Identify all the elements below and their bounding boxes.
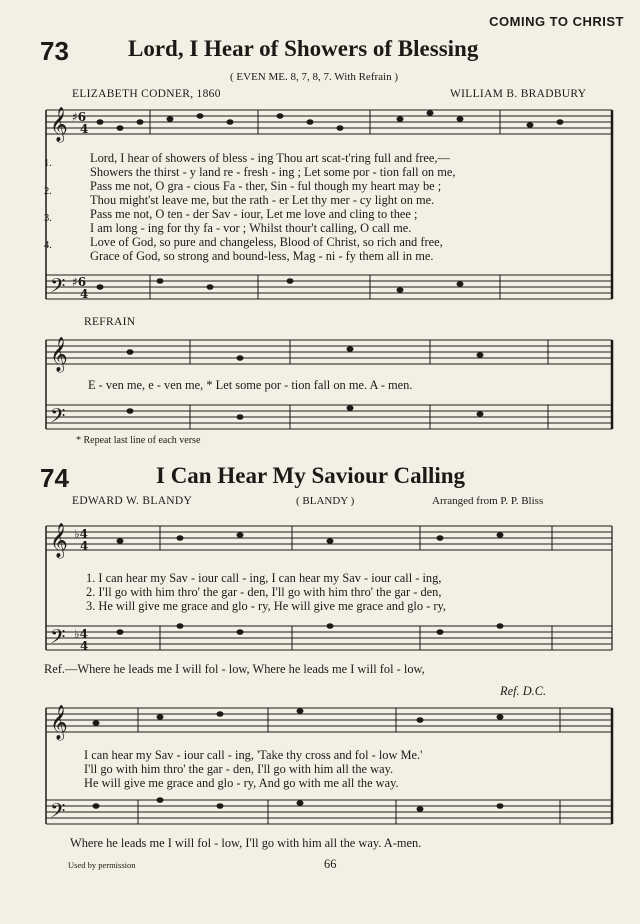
staff-73-treble <box>46 110 612 134</box>
lyric-line: I can hear my Sav - iour call - ing, 'Take thy cross and fol - low Me.' <box>84 748 423 762</box>
lyric-line: Pass me not, O gra - cious Fa - ther, Sin - ful though my heart may be ; <box>90 179 442 193</box>
refrain-lyric: E - ven me, e - ven me, * Let some por - tion fall on me. A - men. <box>88 378 413 392</box>
lyric-line: 2. I'll go with him thro' the gar - den, I'll go with him thro' the gar - den, <box>86 585 442 599</box>
lyric-line: Grace of God, so strong and bound-less, Mag - ni - fy them all in me. <box>90 249 434 263</box>
section-heading: COMING TO CHRIST <box>489 14 624 29</box>
svg-text:𝄢: 𝄢 <box>50 274 66 302</box>
bass-lyric-line: Where he leads me I will fol - low, I'll go with him all the way. A-men. <box>70 836 422 850</box>
permission-note: Used by permission <box>68 860 136 870</box>
staff-74-treble-1 <box>46 526 612 550</box>
svg-text:𝄞: 𝄞 <box>50 107 68 142</box>
verse-number-1: 1. <box>44 158 52 169</box>
hymn-74-number: 74 <box>40 463 69 493</box>
refrain-line: Ref.—Where he leads me I will fol - low, Where he leads me I will fol - low, <box>44 662 425 676</box>
verse-number-4: 4. <box>44 240 52 251</box>
hymn-73-author: ELIZABETH CODNER, 1860 <box>72 88 221 100</box>
lyric-line: 1. I can hear my Sav - iour call - ing, I can hear my Sav - iour call - ing, <box>86 571 442 585</box>
hymn-73-number: 73 <box>40 36 69 66</box>
hymn-74-tune-meta: ( BLANDY ) <box>296 495 355 507</box>
hymn-74-author: EDWARD W. BLANDY <box>72 495 193 507</box>
lyric-line: Showers the thirst - y land re - fresh - ing ; Let some por - tion fall on me, <box>90 165 456 179</box>
page-number: 66 <box>324 857 337 871</box>
lyric-line: He will give me grace and glo - ry, And go with me all the way. <box>84 776 399 790</box>
refrain-label: REFRAIN <box>84 316 136 328</box>
lyric-line: I'll go with him thro' the gar - den, I'll go with him all the way. <box>84 762 394 776</box>
lyric-line: 3. He will give me grace and glo - ry, He will give me grace and glo - ry, <box>86 599 447 613</box>
hymn-73-title: Lord, I Hear of Showers of Blessing <box>128 36 479 61</box>
hymn-73-composer: WILLIAM B. BRADBURY <box>450 88 587 100</box>
lyric-line: Lord, I hear of showers of bless - ing Thou art scat-t'ring full and free,— <box>90 151 450 165</box>
lyric-line: Love of God, so pure and changeless, Blood of Christ, so rich and free, <box>90 235 443 249</box>
lyric-line: Pass me not, O ten - der Sav - iour, Let me love and cling to thee ; <box>90 207 418 221</box>
svg-text:𝄞: 𝄞 <box>50 523 68 558</box>
svg-text:4: 4 <box>80 287 89 301</box>
svg-text:𝄞: 𝄞 <box>50 705 68 740</box>
lyric-line: I am long - ing for thy fa - vor ; Whilst thour't calling, O call me. <box>90 221 412 235</box>
svg-text:4: 4 <box>80 639 89 653</box>
footnote: * Repeat last line of each verse <box>76 435 201 446</box>
svg-text:𝄞: 𝄞 <box>50 337 68 372</box>
hymn-74-title: I Can Hear My Saviour Calling <box>156 463 466 488</box>
verse-number-3: 3. <box>44 213 52 224</box>
hymn-74-composer: Arranged from P. P. Bliss <box>432 495 544 507</box>
svg-text:♭4: ♭4 <box>74 627 89 641</box>
lyric-line: Thou might'st leave me, but the rath - er Let thy mer - cy light on me. <box>90 193 435 207</box>
staff-73-bass <box>46 275 612 299</box>
verse-number-2: 2. <box>44 186 52 197</box>
svg-text:♯6: ♯6 <box>72 275 87 289</box>
staff-74-bass-2 <box>46 800 612 824</box>
svg-text:𝄢: 𝄢 <box>50 625 66 653</box>
svg-text:4: 4 <box>80 122 89 136</box>
staff-74-bass-1 <box>46 626 612 650</box>
svg-text:4: 4 <box>80 539 89 553</box>
svg-text:♭4: ♭4 <box>74 527 89 541</box>
hymn-73-tune-meta: ( EVEN ME. 8, 7, 8, 7. With Refrain ) <box>230 71 398 83</box>
svg-text:♯6: ♯6 <box>72 110 87 124</box>
ref-dc-mark: Ref. D.C. <box>500 684 547 698</box>
svg-text:𝄢: 𝄢 <box>50 799 66 827</box>
staff-74-treble-2 <box>46 708 612 732</box>
svg-text:𝄢: 𝄢 <box>50 404 66 432</box>
